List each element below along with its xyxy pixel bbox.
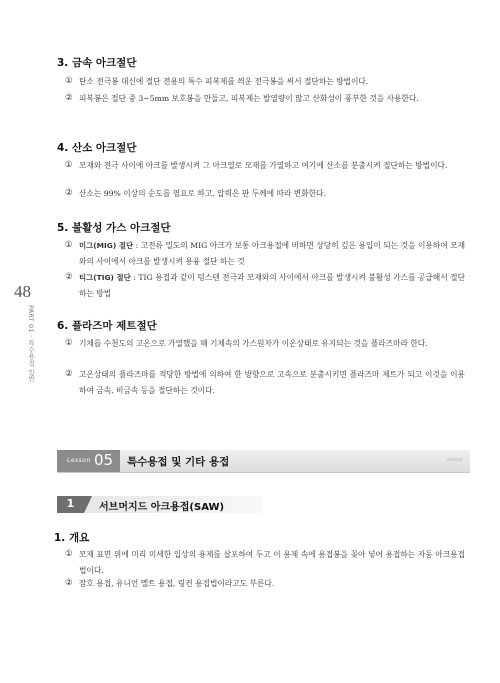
section-title-oxygen-arc-cutting: 4. 산소 아크절단 (57, 142, 137, 154)
overview-title: 1. 개요 (54, 532, 90, 544)
item-number: ② (65, 369, 73, 379)
list-item (65, 238, 465, 269)
item-number: ② (65, 93, 73, 103)
section-title-metal-arc-cutting: 3. 금속 아크절단 (57, 57, 137, 69)
subsection-number: 1 (66, 497, 75, 510)
list-item (65, 576, 465, 592)
item-text: 기체를 수천도의 고온으로 가열했을 때 기체속의 가스원자가 이온상태로 유지되는 것을 플라즈마라 한다. (79, 339, 428, 348)
item-text: 탄소 전극봉 대신에 절단 전용의 특수 피복제를 씌운 전극봉을 써서 절단하는 방법이다. (79, 77, 369, 86)
item-text: 산소는 99% 이상의 순도를 필요로 하고, 압력은 판 두께에 따라 변화한다. (79, 189, 326, 198)
list-item (65, 270, 465, 301)
lesson-banner (57, 450, 470, 473)
list-item (65, 547, 465, 578)
subsection-number-box (57, 496, 84, 513)
item-number: ① (65, 160, 73, 170)
item-number: ① (65, 338, 73, 348)
term-mig-cutting: 미그(MIG) 절단 (79, 241, 134, 250)
list-item (65, 158, 465, 174)
item-number: ① (65, 76, 73, 86)
chevrons-decoration-icon: ‹‹‹‹‹‹ (446, 455, 462, 465)
item-number: ② (65, 578, 73, 588)
page-number: 48 (14, 282, 31, 301)
item-text: 모재 표면 위에 미리 미세한 입상의 용제를 살포하여 두고 이 용제 속에 용접봉을 꽂아 넣어 용접하는 자동 아크용접법이다. (79, 550, 465, 575)
item-number: ② (65, 188, 73, 198)
lesson-title: 특수용접 및 기타 용접 (127, 456, 230, 468)
item-text: : 고전류 밀도의 MIG 아크가 보통 아크용접에 비하면 상당히 깊은 용입이 되는 것을 이용하여 모재와의 사이에서 아크를 발생시켜 용융 절단 하는 것 (79, 241, 465, 266)
lesson-tab (57, 450, 120, 472)
list-item (65, 336, 465, 352)
section-title-plasma-jet-cutting: 6. 플라즈마 제트절단 (57, 320, 157, 332)
section-title-inert-gas-arc-cutting: 5. 불활성 가스 아크절단 (57, 222, 171, 234)
item-number: ② (65, 272, 73, 282)
list-item (65, 186, 465, 202)
item-text: 모재와 전극 사이에 아크를 발생시켜 그 아크열로 모재를 가열하고 여기에 산소를 분출시켜 절단하는 방법이다. (79, 161, 448, 170)
subsection-banner (57, 496, 262, 513)
item-text: 고온상태의 플라즈마를 적당한 방법에 의하여 한 방향으로 고속으로 분출시키면 플라즈마 제트가 되고 이것을 이용하여 금속, 비금속 등을 절단하는 것이다. (79, 370, 465, 395)
list-item (65, 91, 465, 107)
item-number: ① (65, 240, 73, 250)
item-text: 피복봉은 절단 중 3~5mm 보호봉을 만들고, 피복제는 발열량이 많고 산화성이 풍부한 것을 사용한다. (79, 94, 419, 103)
item-text: 잠호 용접, 유니언 멜트 용접, 링컨 용접법이라고도 부른다. (79, 579, 275, 588)
lesson-number: 05 (94, 451, 114, 469)
term-tig-cutting: 티그(TIG) 절단 (79, 273, 131, 282)
lesson-word: Lesson (67, 457, 91, 464)
list-item (65, 74, 465, 90)
list-item (65, 367, 465, 398)
item-number: ① (65, 549, 73, 559)
slash-decoration-icon (84, 496, 92, 513)
subsection-title: 서브머지드 아크용접(SAW) (99, 502, 225, 513)
item-text: : TIG 용접과 같이 텅스텐 전극과 모재와의 사이에서 아크를 발생시켜 불활성 가스를 공급해서 절단하는 방법 (79, 273, 465, 298)
chapter-label: PART 01 · 특수용접 일반 (27, 305, 35, 382)
